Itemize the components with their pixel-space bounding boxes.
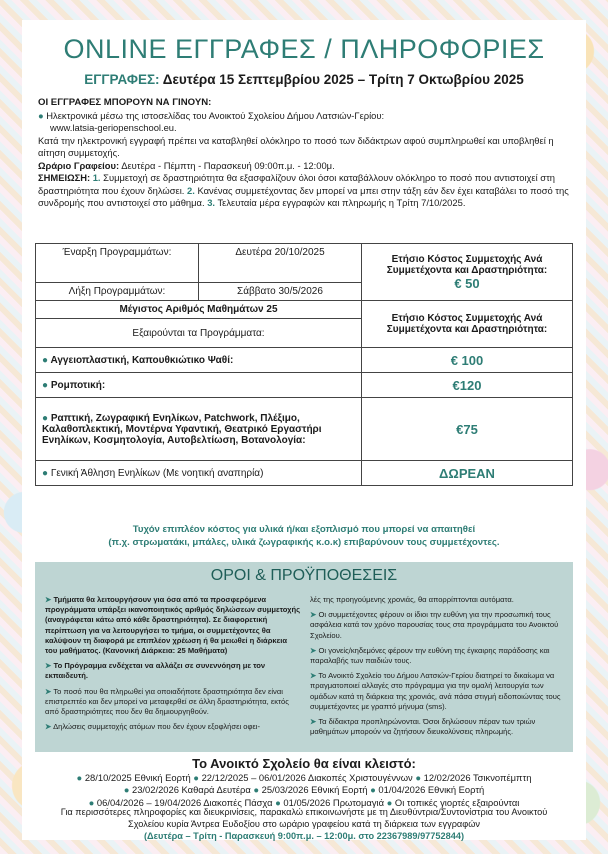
footer-contact-hours: (Δευτέρα – Τρίτη - Παρασκευή 9:00π.μ. – 12:00μ. στο 22367989/97752844) [143,831,465,841]
note-text: Τελευταία μέρα εγγραφών και πληρωμής η Τρίτη 7/10/2025. [217,197,466,208]
term-item [310,717,566,737]
program-name: Ραπτική, Ζωγραφική Ενηλίκων, Patchwork, Πλέξιμο, Καλαθοπλεκτική, Μοντέρνα Υφαντική, Θεατρικό Εργαστήρι Ενηλίκων, Κοσμητολογία, Αυτοβελτίωση, Βοτανολογία: [42,412,322,446]
table-row [36,373,573,398]
arrow-icon: ➤ [310,610,317,620]
arrow-icon: ➤ [310,645,317,655]
table-row [36,348,573,373]
bullet-icon: ● [42,379,49,391]
term-text: Οι γονείς/κηδεμόνες φέρουν την ευθύνη της έγκαιρης παράδοσης και παραλαβής των παιδιών τους. [310,645,550,666]
registration-dates [22,72,586,87]
closed-date: 01/04/2026 Εθνική Εορτή [378,784,485,796]
page-title: ONLINE ΕΓΓΡΑΦΕΣ / ΠΛΗΡΟΦΟΡΙΕΣ [63,34,545,64]
closed-date: 22/12/2025 – 06/01/2026 Διακοπές Χριστουγέννων [201,772,413,783]
closed-date: 12/02/2026 Τσικνοπέμπτη [423,772,532,783]
program-name: Ρομποτική: [50,379,106,391]
terms-heading: ΟΡΟΙ & ΠΡΟΫΠΟΘΕΣΕΙΣ [210,567,398,584]
footer-line: Σχολείου κυρία Άντρεα Ευδοξίου στο ωράριο γραφείου κατά τη διάρκεια των εγγραφών [128,819,480,829]
website-link[interactable]: www.latsia-geriopenschool.eu. [50,122,177,133]
term-item [45,661,301,681]
base-cost-cell [362,244,573,301]
office-hours-value: Δευτέρα - Πέμπτη - Παρασκευή 09:00π.μ. - 12:00μ. [121,159,335,171]
term-text: Τμήματα θα λειτουργήσουν για όσα από τα προσφερόμενα προγράμματα υπάρξει ικανοποιητικός αριθμός δηλώσεων συμμετοχής (αναγράφεται κάτω από κάθε δραστηριότητα). Σε διαφορετική περίπτωση για να λειτουργήσει το τμήμα, οι συμμετέχοντες θα καλύψουν τη διαφορά με επιπλέον χρέωση ή θα μειωθεί η διάρκεια του μαθήματος. (Κανονική Διάρκεια: 25 Μαθήματα) [45,595,301,656]
note-number: 1. [92,172,101,183]
bullet-icon: ● [76,772,83,783]
bullet-icon: ● [88,796,95,808]
term-text: Το Πρόγραμμα ενδέχεται να αλλάζει σε συνεννόηση με τον εκπαιδευτή. [45,661,266,681]
term-text: Το Ανοικτό Σχολείο του Δήμου Λατσιών-Γερίου διατηρεί το δικαίωμα να πραγματοποιεί αλλαγές στο πρόγραμμα για την ομαλή λειτουργία των ομάδων κατά τη διάρκεια της χρονιάς, ανά πάσα στιγμή ειδοποιώντας τους συμμετέχοντες με γραπτό μήνυμα (sms). [310,671,561,711]
term-item [310,595,566,605]
program-name: Αγγειοπλαστική, Καπουθκιώτικο Ψαθί: [50,354,234,366]
payment-text: Κατά την ηλεκτρονική εγγραφή πρέπει να καταβληθεί ολόκληρο το ποσό των διδάκτρων αφού συμπληρωθεί και υποβληθεί η αίτηση συμμετοχής. [38,134,554,158]
arrow-icon: ➤ [45,686,52,696]
start-value: Δευτέρα 20/10/2025 [199,244,362,283]
closed-date: 28/10/2025 Εθνική Εορτή [84,772,191,783]
term-item [45,687,301,718]
cost-header: Ετήσιο Κόστος Συμμετοχής Ανά Συμμετέχοντα και Δραστηριότητα: [386,253,548,276]
closed-date: Οι τοπικές γιορτές εξαιρούνται [394,796,520,808]
program-cost: €120 [452,377,482,393]
contact-footer [32,806,576,842]
terms-left-column [45,595,301,737]
note-text: Συμμετοχή σε δραστηριότητα θα εξασφαλίζουν όλοι όσοι καταβάλλουν ολόκληρο το ποσό που αντιστοιχεί στη δραστηριότητα που έχουν δηλώσει. [38,172,556,196]
flyer-sheet [22,20,586,840]
arrow-icon: ➤ [310,717,317,727]
end-value: Σάββατο 30/5/2026 [199,283,362,301]
bullet-icon: ● [253,784,260,796]
closed-date: 06/04/2026 – 19/04/2026 Διακοπές Πάσχα [96,796,273,808]
bullet-icon: ● [42,467,49,479]
registration-info [38,96,572,210]
note-number: 3. [207,197,216,208]
bullet-icon: ● [193,772,199,783]
term-item [45,595,301,656]
registration-heading: ΟΙ ΕΓΓΡΑΦΕΣ ΜΠΟΡΟΥΝ ΝΑ ΓΙΝΟΥΝ: [38,97,212,108]
closed-date: 23/02/2026 Καθαρά Δευτέρα [132,784,251,796]
closed-date: 01/05/2026 Πρωτομαγιά [283,796,385,808]
arrow-icon: ➤ [45,595,52,604]
start-label: Έναρξη Προγραμμάτων: [36,244,199,283]
term-item [45,722,301,732]
note-text: Κανένας συμμετέχοντας δεν μπορεί να μπει στην τάξη εάν δεν έχει καταβάλει το ποσό της συνδρομής που αντιστοιχεί στο μάθημα. [38,184,569,208]
term-item [310,610,566,641]
base-cost: € 50 [454,275,480,291]
bullet-icon: ● [370,784,376,796]
bullet-icon: ● [42,412,49,424]
registration-period: Δευτέρα 15 Σεπτεμβρίου 2025 – Τρίτη 7 Οκτωβρίου 2025 [162,72,524,87]
exceptions-label: Εξαιρούνται τα Προγράμματα: [36,319,362,348]
note-number: 2. [187,184,195,196]
footer-line: Για περισσότερες πληροφορίες και διευκρινίσεις, παρακαλώ επικοινωνήστε με τη Διευθύντρια/Συντονίστρια του Ανοικτού [60,807,548,817]
program-cost: € 100 [450,352,484,368]
closed-dates [32,772,576,809]
program-name: Γενική Άθληση Ενηλίκων (Με νοητική αναπηρία) [50,467,264,479]
extra-cost-line: Τυχόν επιπλέον κόστος για υλικά ή/και εξοπλισμό που μπορεί να απαιτηθεί [132,524,476,535]
closed-date: 25/03/2026 Εθνική Εορτή [261,784,368,796]
extra-cost-line: (π.χ. στρωματάκι, μπάλες, υλικά ζωγραφικής κ.ο.κ) επιβαρύνουν τους συμμετέχοντες. [108,537,500,548]
office-hours-label: Ωράριο Γραφείου: [38,159,120,171]
end-label: Λήξη Προγραμμάτων: [36,283,199,301]
arrow-icon: ➤ [310,671,317,681]
bullet-icon: ● [275,796,281,808]
table-row [36,461,573,486]
term-item [310,646,566,666]
program-cost: €75 [456,421,478,437]
arrow-icon: ➤ [45,722,52,732]
registration-label: ΕΓΓΡΑΦΕΣ: [84,72,160,87]
bullet-icon: ● [123,784,130,796]
term-text: λές της προηγούμενης χρονιάς, θα απορρίπτονται αυτόματα. [310,595,514,604]
term-text: Οι συμμετέχοντες φέρουν οι ίδιοι την ευθύνη για την προσωπική τους ασφάλεια κατά τον χρόνο παρουσίας τους στα προγράμματα του Ανοικτού Σχολείου. [310,610,559,640]
bullet-icon: ● [386,796,393,808]
extra-cost-note [22,523,586,549]
bullet-icon: ● [38,109,44,121]
max-lessons: Μέγιστος Αριθμός Μαθημάτων 25 [36,301,362,319]
exceptions-cost-header: Ετήσιο Κόστος Συμμετοχής Ανά Συμμετέχοντα και Δραστηριότητα: [362,301,573,348]
table-row [36,398,573,461]
terms-right-column [310,595,566,742]
online-registration-text: Ηλεκτρονικά μέσω της ιστοσελίδας του Ανοικτού Σχολείου Δήμου Λατσιών-Γερίου: [46,109,385,121]
arrow-icon: ➤ [45,661,52,671]
term-text: Τα δίδακτρα προπληρώνονται. Όσοι δηλώσουν πέραν των τριών μαθημάτων μπορούν να ζητήσουν διευκολύνσεις πληρωμής. [310,717,536,737]
terms-panel [35,562,573,752]
term-text: Το ποσό που θα πληρωθεί για οποιαδήποτε δραστηριότητα δεν είναι επιστρεπτέο και δεν μπορεί να μεταφερθεί σε άλλη δραστηριότητα, εκτός από δραστηριότητες που δεν θα δημιουργηθούν. [45,686,289,717]
term-text: Δηλώσεις συμμετοχής ατόμων που δεν έχουν εξοφλήσει οφει- [53,722,261,732]
note-label: ΣΗΜΕΙΩΣΗ: [38,172,91,183]
bullet-icon: ● [415,772,422,783]
closed-heading: Το Ανοικτό Σχολείο θα είναι κλειστό: [192,756,416,771]
bullet-icon: ● [42,354,49,366]
term-item [310,671,566,712]
programs-table [35,243,573,486]
program-cost: ΔΩΡΕΑΝ [439,465,495,481]
